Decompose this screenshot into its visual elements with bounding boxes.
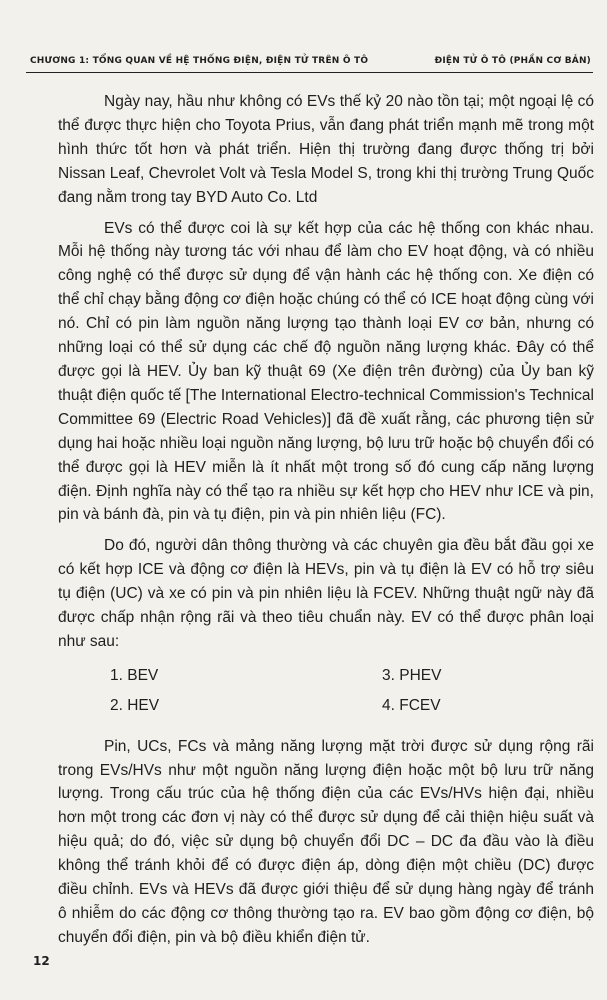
paragraph: EVs có thể được coi là sự kết hợp của các hệ thống con khác nhau. Mỗi hệ thống này tương tác với nhau để làm cho EV hoạt động, và có nhiều công nghệ có thể được sử dụng để vận hành các hệ thống con. Xe điện có thể chỉ chạy bằng động cơ điện hoặc chúng có thể có ICE hoạt động cùng với nó. Chỉ có pin làm nguồn năng lượng tạo thành loại EV cơ bản, nhưng có những loại có thể sử dụng các chế độ nguồn năng lượng khác. Đây có thể được gọi là HEV. Ủy ban kỹ thuật 69 (Xe điện trên đường) của Ủy ban kỹ thuật điện quốc tế [The International Electro-technical Commission's Technical Committee 69 (Electric Road Vehicles)] đã đề xuất rằng, các phương tiện sử dụng hai hoặc nhiều loại nguồn năng lượng, bộ lưu trữ hoặc bộ chuyển đổi có thể được gọi là HEV miễn là ít nhất một trong số đó cung cấp năng lượng điện. Định nghĩa này có thể tạo ra nhiều sự kết hợp cho HEV như ICE và pin, pin và bánh đà, pin và tụ điện, pin và pin nhiên liệu (FC).: [58, 219, 594, 524]
list-item: 1. BEV: [110, 666, 159, 684]
list-item: 3. PHEV: [382, 666, 442, 684]
page-body: [58, 90, 594, 957]
list-item: 4. FCEV: [382, 696, 441, 714]
paragraph: Pin, UCs, FCs và mảng năng lượng mặt trời được sử dụng rộng rãi trong EVs/HVs như một nguồn năng lượng điện hoặc một bộ lưu trữ năng lượng. Trong cấu trúc của hệ thống điện của các EVs/HVs hiện đại, nhiều hơn một trong các đơn vị này có thể được sử dụng để cải thiện hiệu suất và hiệu quả; do đó, việc sử dụng bộ chuyển đổi DC – DC đa đầu vào là điều không thể tránh khỏi để có được điện áp, dòng điện một chiều (DC) được điều chỉnh. EVs và HEVs đã được giới thiệu để sử dụng hàng ngày để tránh ô nhiễm do các động cơ thông thường tạo ra. EV bao gồm động cơ điện, bộ chuyển đổi điện, pin và bộ điều khiển điện tử.: [58, 737, 594, 946]
book-title: ĐIỆN TỬ Ô TÔ (PHẦN CƠ BẢN): [434, 56, 591, 66]
paragraph: Do đó, người dân thông thường và các chuyên gia đều bắt đầu gọi xe có kết hợp ICE và động cơ điện là HEVs, pin và tụ điện là EV có hỗ trợ siêu tụ điện (UC) và xe có pin và pin nhiên liệu là FCEV. Những thuật ngữ này đã được chấp nhận rộng rãi và theo tiêu chuẩn này. EV có thể được phân loại như sau:: [58, 537, 594, 650]
ev-type-list: [58, 664, 594, 718]
page-number: 12: [33, 954, 50, 968]
list-item: 2. HEV: [110, 696, 160, 714]
running-header: [26, 52, 593, 73]
paragraph: Ngày nay, hầu như không có EVs thế kỷ 20 nào tồn tại; một ngoại lệ có thể được thực hiện cho Toyota Prius, vẫn đang phát triển mạnh mẽ trong một hình thức tốt hơn và phát triển. Hiện thị trường đang được thống trị bởi Nissan Leaf, Chevrolet Volt và Tesla Model S, trong khi thị trường Trung Quốc đang nằm trong tay BYD Auto Co. Ltd: [58, 93, 594, 206]
chapter-title: CHƯƠNG 1: TỔNG QUAN VỀ HỆ THỐNG ĐIỆN, ĐIỆN TỬ TRÊN Ô TÔ: [30, 56, 369, 66]
